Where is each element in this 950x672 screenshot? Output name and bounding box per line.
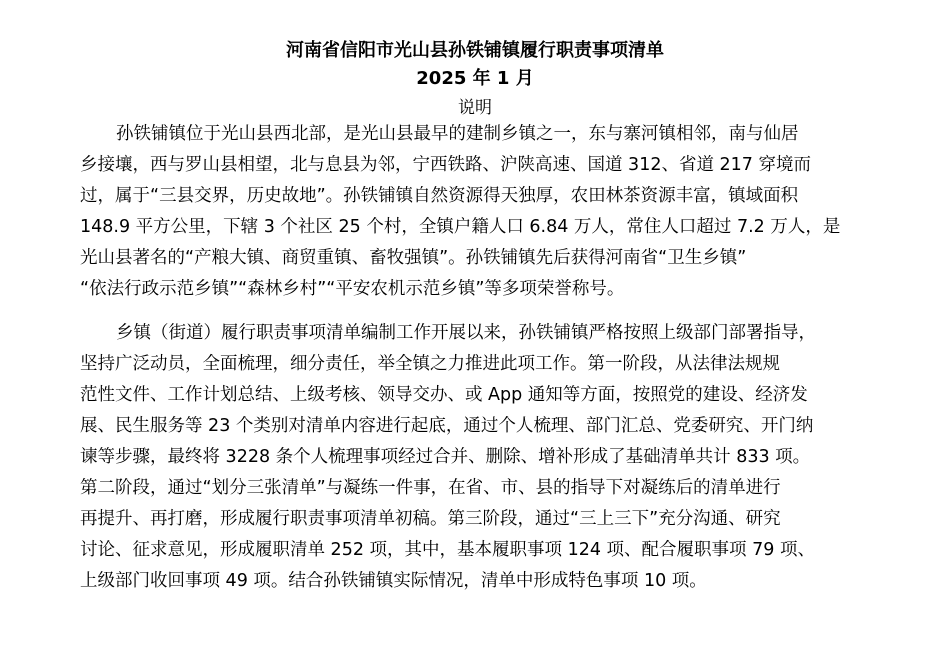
paragraph-line: 第二阶段，通过“划分三张清单”与凝练一件事，在省、市、县的指导下对凝练后的清单进行	[80, 478, 781, 498]
paragraph-introduction	[80, 119, 880, 305]
section-heading: 说明	[458, 98, 492, 118]
paragraph-line: 148.9 平方公里，下辖 3 个社区 25 个村，全镇户籍人口 6.84 万人，常住人口超过 7.2 万人，是	[80, 217, 841, 237]
paragraph-line: 谏等步骤，最终将 3228 条个人梳理事项经过合并、删除、增补形成了基础清单共计 833 项。	[80, 447, 811, 467]
document-title: 河南省信阳市光山县孙铁铺镇履行职责事项清单	[286, 40, 664, 61]
paragraph-line: 乡镇（街道）履行职责事项清单编制工作开展以来，孙铁铺镇严格按照上级部门部署指导，	[116, 323, 816, 343]
paragraph-line: 再提升、再打磨，形成履行职责事项清单初稿。第三阶段，通过“三上三下”充分沟通、研究	[80, 509, 781, 529]
paragraph-line: 讨论、征求意见，形成履职清单 252 项，其中，基本履职事项 124 项、配合履职事项 79 项、	[80, 540, 815, 560]
document-date: 2025 年 1 月	[416, 68, 534, 89]
paragraph-line: 上级部门收回事项 49 项。结合孙铁铺镇实际情况，清单中形成特色事项 10 项。	[80, 571, 707, 591]
paragraph-line: 展、民生服务等 23 个类别对清单内容进行起底，通过个人梳理、部门汇总、党委研究、开门纳	[80, 416, 814, 436]
paragraph-line: 光山县著名的“产粮大镇、商贸重镇、畜牧强镇”。孙铁铺镇先后获得河南省“卫生乡镇”	[80, 248, 747, 268]
paragraph-work-process	[80, 318, 880, 597]
paragraph-line: 坚持广泛动员，全面梳理，细分责任，举全镇之力推进此项工作。第一阶段，从法律法规规	[80, 354, 780, 374]
paragraph-line: 过，属于“三县交界，历史故地”。孙铁铺镇自然资源得天独厚，农田林茶资源丰富，镇域面积	[80, 186, 799, 206]
paragraph-line: “依法行政示范乡镇”“森林乡村”“平安农机示范乡镇”等多项荣誉称号。	[80, 279, 625, 299]
paragraph-line: 范性文件、工作计划总结、上级考核、领导交办、或 App 通知等方面，按照党的建设、经济发	[80, 385, 808, 405]
paragraph-line: 乡接壤，西与罗山县相望，北与息县为邻，宁西铁路、沪陕高速、国道 312、省道 217 穿境而	[80, 155, 811, 175]
paragraph-line: 孙铁铺镇位于光山县西北部，是光山县最早的建制乡镇之一，东与寨河镇相邻，南与仙居	[116, 124, 799, 144]
